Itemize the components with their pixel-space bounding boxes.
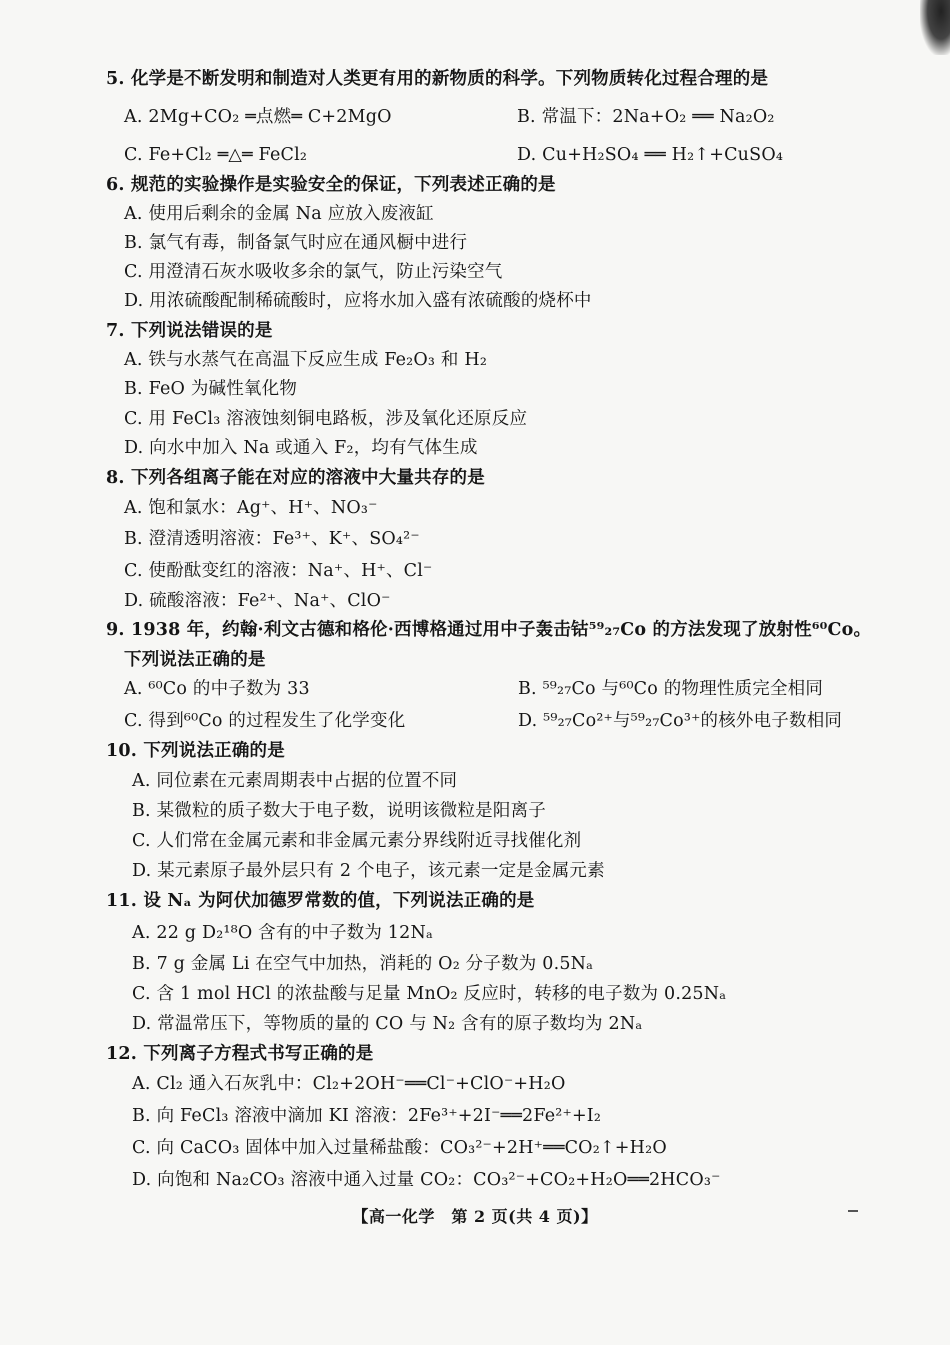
question-11-option-a: A. 22 g D₂¹⁸O 含有的中子数为 12Nₐ <box>132 923 433 943</box>
question-9-option-b: B. ⁵⁹₂₇Co 与⁶⁰Co 的物理性质完全相同 <box>518 679 824 699</box>
question-7-stem: 7. 下列说法错误的是 <box>106 321 273 341</box>
question-12-option-c: C. 向 CaCO₃ 固体中加入过量稀盐酸：CO₃²⁻+2H⁺══CO₂↑+H₂O <box>132 1138 667 1158</box>
question-9-option-a: A. ⁶⁰Co 的中子数为 33 <box>124 679 310 699</box>
question-8-option-a: A. 饱和氯水：Ag⁺、H⁺、NO₃⁻ <box>124 498 378 518</box>
question-8-option-d: D. 硫酸溶液：Fe²⁺、Na⁺、ClO⁻ <box>124 591 391 611</box>
page-footer: 【高一化学 第 2 页(共 4 页)】 <box>352 1207 598 1226</box>
question-9-stem-line-2: 下列说法正确的是 <box>124 650 266 670</box>
question-10-stem: 10. 下列说法正确的是 <box>106 741 285 761</box>
question-8-option-b: B. 澄清透明溶液：Fe³⁺、K⁺、SO₄²⁻ <box>124 529 420 549</box>
question-6-option-a: A. 使用后剩余的金属 Na 应放入废液缸 <box>124 204 434 224</box>
question-10-option-d: D. 某元素原子最外层只有 2 个电子，该元素一定是金属元素 <box>132 861 605 881</box>
question-8-option-c: C. 使酚酞变红的溶液：Na⁺、H⁺、Cl⁻ <box>124 561 433 581</box>
question-7-option-a: A. 铁与水蒸气在高温下反应生成 Fe₂O₃ 和 H₂ <box>124 350 488 370</box>
question-11-stem: 11. 设 Nₐ 为阿伏加德罗常数的值，下列说法正确的是 <box>106 891 535 911</box>
question-5-option-c: C. Fe+Cl₂ ═△═ FeCl₂ <box>124 145 308 165</box>
corner-mark <box>848 1210 858 1212</box>
question-12-option-d: D. 向饱和 Na₂CO₃ 溶液中通入过量 CO₂：CO₃²⁻+CO₂+H₂O══2HCO₃⁻ <box>132 1170 721 1190</box>
question-9-stem-line-1: 9. 1938 年，约翰·利文古德和格伦·西博格通过用中子轰击钴⁵⁹₂₇Co 的方法发现了放射性⁶⁰Co。 <box>106 620 872 640</box>
question-10-option-a: A. 同位素在元素周期表中占据的位置不同 <box>132 771 458 791</box>
question-11-option-b: B. 7 g 金属 Li 在空气中加热，消耗的 O₂ 分子数为 0.5Nₐ <box>132 954 594 974</box>
question-5-option-a: A. 2Mg+CO₂ ═点燃═ C+2MgO <box>124 107 392 127</box>
question-11-option-d: D. 常温常压下，等物质的量的 CO 与 N₂ 含有的原子数均为 2Nₐ <box>132 1014 643 1034</box>
question-6-option-b: B. 氯气有毒，制备氯气时应在通风橱中进行 <box>124 233 468 253</box>
question-6-option-c: C. 用澄清石灰水吸收多余的氯气，防止污染空气 <box>124 262 503 282</box>
question-7-option-c: C. 用 FeCl₃ 溶液蚀刻铜电路板，涉及氧化还原反应 <box>124 409 528 429</box>
question-5-stem: 5. 化学是不断发明和制造对人类更有用的新物质的科学。下列物质转化过程合理的是 <box>106 69 769 89</box>
question-11-option-c: C. 含 1 mol HCl 的浓盐酸与足量 MnO₂ 反应时，转移的电子数为 0.25Nₐ <box>132 984 727 1004</box>
question-9-option-c: C. 得到⁶⁰Co 的过程发生了化学变化 <box>124 711 406 731</box>
question-12-stem: 12. 下列离子方程式书写正确的是 <box>106 1044 374 1064</box>
question-7-option-b: B. FeO 为碱性氧化物 <box>124 379 298 399</box>
question-12-option-a: A. Cl₂ 通入石灰乳中：Cl₂+2OH⁻══Cl⁻+ClO⁻+H₂O <box>132 1074 566 1094</box>
question-9-option-d: D. ⁵⁹₂₇Co²⁺与⁵⁹₂₇Co³⁺的核外电子数相同 <box>518 711 843 731</box>
question-10-option-c: C. 人们常在金属元素和非金属元素分界线附近寻找催化剂 <box>132 831 582 851</box>
question-6-option-d: D. 用浓硫酸配制稀硫酸时，应将水加入盛有浓硫酸的烧杯中 <box>124 291 592 311</box>
question-5-option-d: D. Cu+H₂SO₄ ══ H₂↑+CuSO₄ <box>517 145 784 165</box>
question-10-option-b: B. 某微粒的质子数大于电子数，说明该微粒是阳离子 <box>132 801 546 821</box>
question-6-stem: 6. 规范的实验操作是实验安全的保证，下列表述正确的是 <box>106 175 556 195</box>
question-8-stem: 8. 下列各组离子能在对应的溶液中大量共存的是 <box>106 468 485 488</box>
question-5-option-b: B. 常温下：2Na+O₂ ══ Na₂O₂ <box>517 107 775 127</box>
question-12-option-b: B. 向 FeCl₃ 溶液中滴加 KI 溶液：2Fe³⁺+2I⁻══2Fe²⁺+I₂ <box>132 1106 602 1126</box>
question-7-option-d: D. 向水中加入 Na 或通入 F₂，均有气体生成 <box>124 438 478 458</box>
